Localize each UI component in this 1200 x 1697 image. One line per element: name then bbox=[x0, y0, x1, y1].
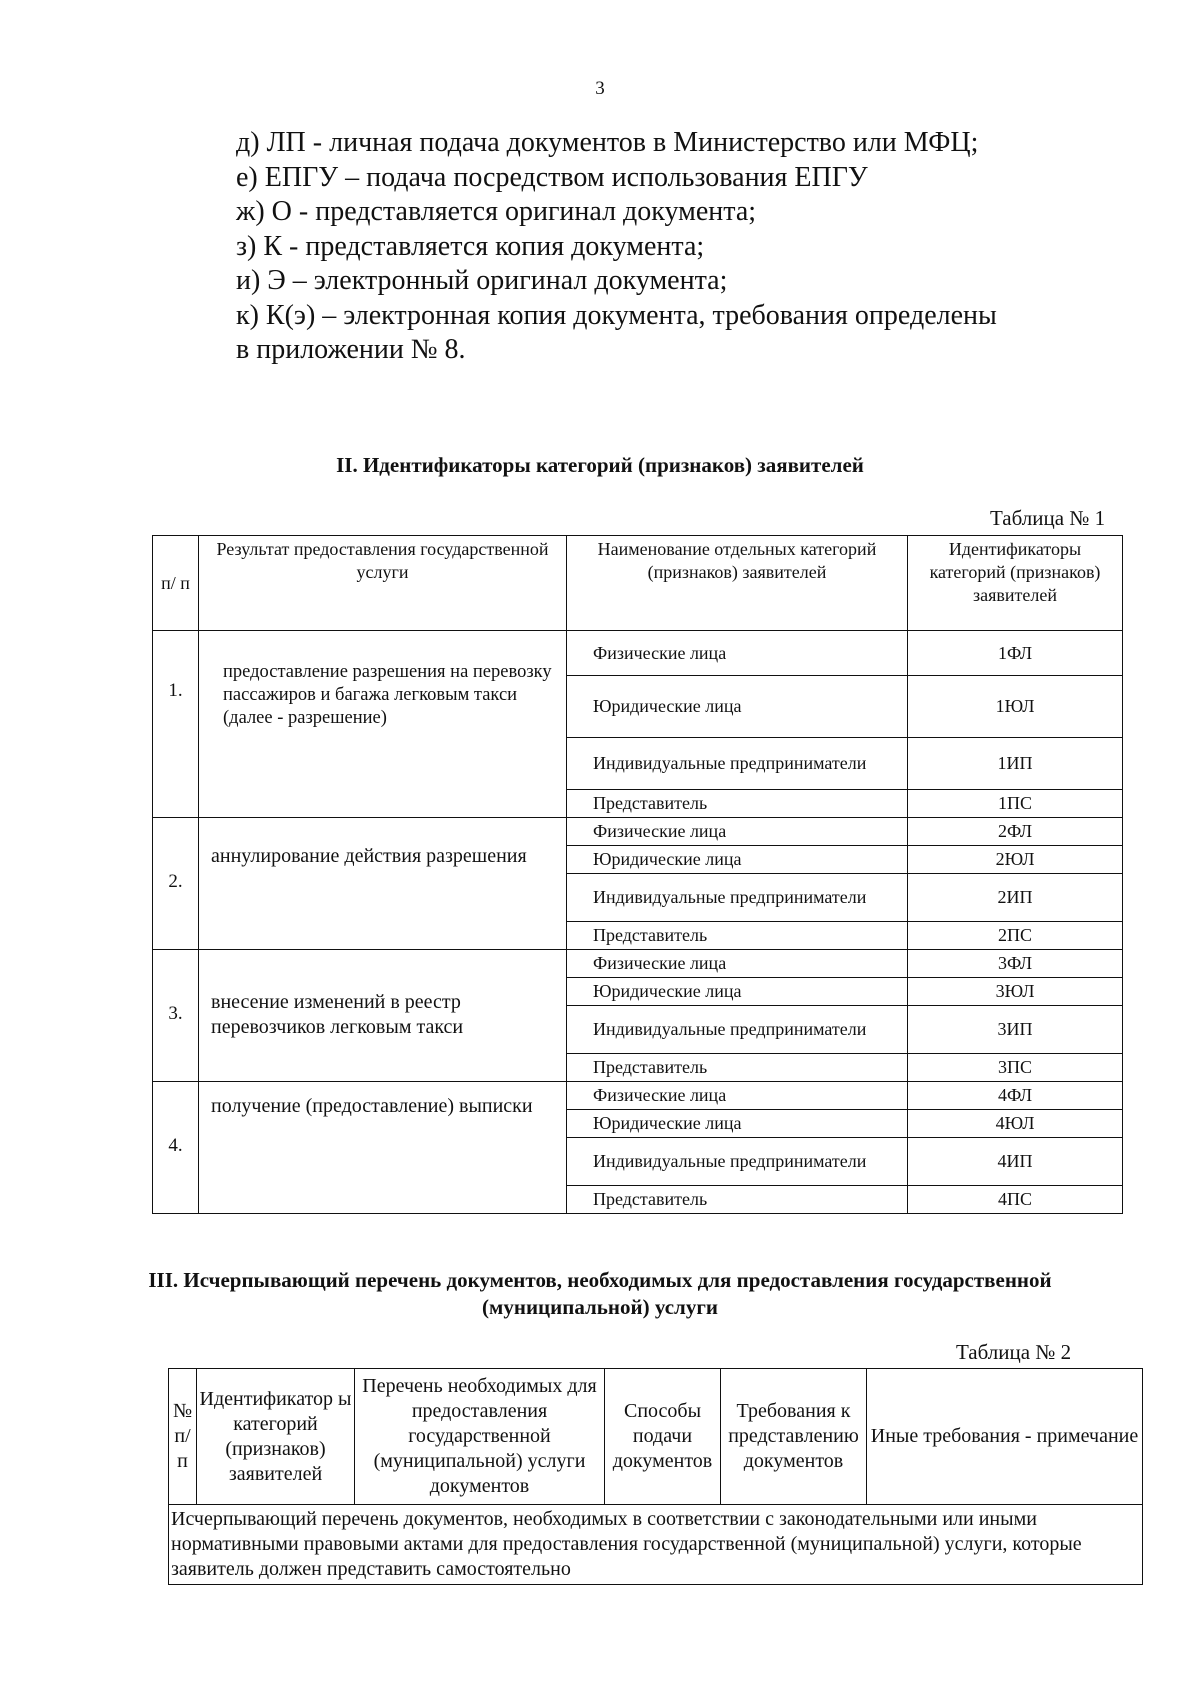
header-requirements: Требования к представлению документов bbox=[721, 1369, 867, 1505]
legend-item: з) К - представляется копия документа; bbox=[236, 230, 705, 262]
category-name: Физические лица bbox=[567, 950, 908, 978]
category-code: 1ПС bbox=[908, 790, 1123, 818]
legend-item: е) ЕПГУ – подача посредством использования ЕПГУ bbox=[236, 161, 868, 193]
legend-item: в приложении № 8. bbox=[236, 334, 466, 365]
category-code: 1ЮЛ bbox=[908, 676, 1123, 738]
category-code: 1ФЛ bbox=[908, 631, 1123, 676]
section-2-title: II. Идентификаторы категорий (признаков) заявителей bbox=[336, 453, 864, 477]
category-name: Физические лица bbox=[567, 818, 908, 846]
legend-item: к) К(э) – электронная копия документа, требования определены bbox=[236, 299, 997, 331]
category-code: 3ЮЛ bbox=[908, 978, 1123, 1006]
table-2-caption: Таблица № 2 bbox=[956, 1340, 1072, 1364]
category-code: 2ПС bbox=[908, 922, 1123, 950]
service-name: получение (предоставление) выписки bbox=[199, 1082, 567, 1214]
table-1-caption: Таблица № 1 bbox=[990, 506, 1106, 530]
abbreviation-legend bbox=[236, 126, 1096, 368]
page-number: 3 bbox=[595, 78, 605, 99]
legend-item: и) Э – электронный оригинал документа; bbox=[236, 265, 728, 296]
span-row-text: Исчерпывающий перечень документов, необходимых в соответствии с законодательными или иными нормативными правовыми актами для предоставления государственной (муниципальной) услуги, которые заявитель должен представить самостоятельно bbox=[169, 1505, 1143, 1585]
section-3-title bbox=[0, 1267, 1200, 1321]
category-code: 3ИП bbox=[908, 1006, 1123, 1054]
header-docs: Перечень необходимых для предоставления государственной (муниципальной) услуги документов bbox=[355, 1369, 605, 1505]
category-name: Юридические лица bbox=[567, 846, 908, 874]
table-row bbox=[153, 631, 1123, 676]
category-code: 3ПС bbox=[908, 1054, 1123, 1082]
service-name: внесение изменений в реестр перевозчиков легковым такси bbox=[199, 950, 567, 1082]
category-name: Индивидуальные предприниматели bbox=[567, 1006, 908, 1054]
group-number: 3. bbox=[153, 950, 199, 1082]
header-result: Результат предоставления государственной услуги bbox=[199, 536, 567, 631]
category-name: Индивидуальные предприниматели bbox=[567, 1138, 908, 1186]
section-3-title-line: III. Исчерпывающий перечень документов, необходимых для предоставления государственной bbox=[148, 1268, 1052, 1292]
category-name: Юридические лица bbox=[567, 676, 908, 738]
category-code: 1ИП bbox=[908, 738, 1123, 790]
table-header-row bbox=[153, 536, 1123, 631]
category-name: Представитель bbox=[567, 922, 908, 950]
category-name: Юридические лица bbox=[567, 1110, 908, 1138]
category-code: 4ФЛ bbox=[908, 1082, 1123, 1110]
section-3-title-line: (муниципальной) услуги bbox=[482, 1295, 718, 1319]
header-other: Иные требования - примечание bbox=[867, 1369, 1143, 1505]
service-name: предоставление разрешения на перевозку пассажиров и багажа легковым такси (далее - разрешение) bbox=[199, 631, 567, 818]
header-num: № п/ п bbox=[169, 1369, 197, 1505]
category-name: Индивидуальные предприниматели bbox=[567, 874, 908, 922]
category-code: 3ФЛ bbox=[908, 950, 1123, 978]
table-row bbox=[153, 818, 1123, 846]
table-row bbox=[153, 1082, 1123, 1110]
table-header-row bbox=[169, 1369, 1143, 1505]
category-name: Физические лица bbox=[567, 1082, 908, 1110]
category-code: 2ФЛ bbox=[908, 818, 1123, 846]
category-code: 4ИП bbox=[908, 1138, 1123, 1186]
service-name: аннулирование действия разрешения bbox=[199, 818, 567, 950]
category-name: Физические лица bbox=[567, 631, 908, 676]
header-num: п/ п bbox=[153, 536, 199, 631]
group-number: 2. bbox=[153, 818, 199, 950]
applicant-categories-table bbox=[152, 535, 1123, 1214]
category-name: Представитель bbox=[567, 1054, 908, 1082]
group-number: 1. bbox=[153, 631, 199, 818]
legend-item: д) ЛП - личная подача документов в Министерство или МФЦ; bbox=[236, 127, 979, 158]
category-name: Индивидуальные предприниматели bbox=[567, 738, 908, 790]
table-row bbox=[153, 950, 1123, 978]
category-code: 4ПС bbox=[908, 1186, 1123, 1214]
category-code: 2ЮЛ bbox=[908, 846, 1123, 874]
documents-table bbox=[168, 1368, 1143, 1585]
category-name: Юридические лица bbox=[567, 978, 908, 1006]
header-ids: Идентификаторы категорий (признаков) заявителей bbox=[908, 536, 1123, 631]
category-name: Представитель bbox=[567, 790, 908, 818]
header-categories: Наименование отдельных категорий (признаков) заявителей bbox=[567, 536, 908, 631]
header-methods: Способы подачи документов bbox=[605, 1369, 721, 1505]
group-number: 4. bbox=[153, 1082, 199, 1214]
category-name: Представитель bbox=[567, 1186, 908, 1214]
category-code: 4ЮЛ bbox=[908, 1110, 1123, 1138]
header-ids: Идентификатор ы категорий (признаков) заявителей bbox=[197, 1369, 355, 1505]
category-code: 2ИП bbox=[908, 874, 1123, 922]
table-row bbox=[169, 1505, 1143, 1585]
legend-item: ж) О - представляется оригинал документа; bbox=[236, 196, 757, 227]
